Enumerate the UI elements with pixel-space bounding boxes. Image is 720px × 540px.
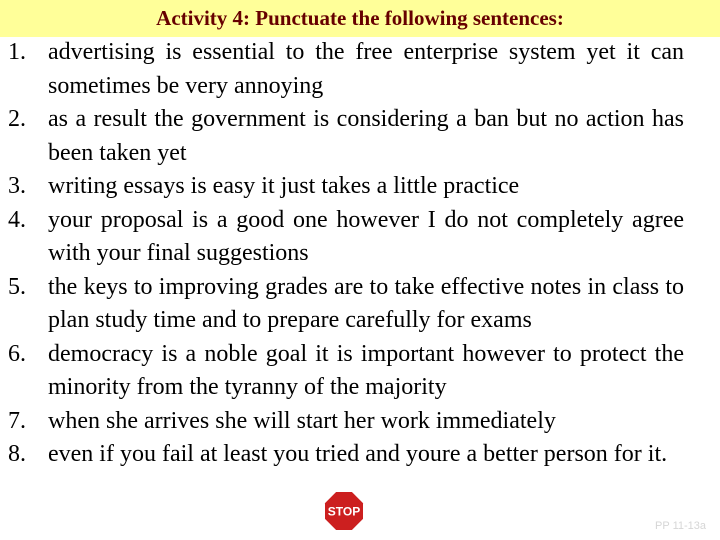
item-text: as a result the government is considering a ban but no action has been taken yet: [48, 106, 684, 166]
item-text: even if you fail at least you tried and youre a better person for it.: [48, 441, 668, 467]
list-item: [8, 36, 684, 103]
item-number: 1.: [8, 39, 26, 65]
item-text: when she arrives she will start her work immediately: [48, 407, 556, 434]
item-text: democracy is a noble goal it is important however to protect the minority from the tyranny of the majority: [48, 340, 684, 400]
list-item: [8, 204, 684, 271]
page-title: Activity 4: Punctuate the following sentences:: [156, 6, 564, 30]
sentence-list: [8, 36, 684, 472]
list-item: [8, 271, 684, 338]
item-text: writing essays is easy it just takes a little practice: [48, 173, 520, 199]
item-number: 2.: [8, 106, 26, 132]
item-number: 3.: [8, 173, 26, 199]
item-number: 8.: [8, 441, 26, 467]
item-number: 4.: [8, 206, 26, 233]
stop-sign-label: STOP: [327, 504, 361, 519]
list-item: [8, 170, 684, 204]
list-item: [8, 103, 684, 170]
item-number: 6.: [8, 340, 26, 367]
item-text: the keys to improving grades are to take effective notes in class to plan study time and to prepare carefully for exams: [48, 273, 684, 333]
title-bar: [0, 0, 720, 37]
list-item: [8, 438, 684, 472]
item-text: advertising is essential to the free enterprise system yet it can sometimes be very annoying: [48, 39, 684, 99]
item-number: 7.: [8, 407, 26, 434]
slide-code: PP 11-13a: [655, 520, 706, 532]
list-item: [8, 338, 684, 405]
item-text: your proposal is a good one however I do not completely agree with your final suggestions: [48, 206, 684, 266]
item-number: 5.: [8, 273, 26, 300]
list-item: [8, 405, 684, 439]
stop-sign-icon[interactable]: [323, 490, 365, 532]
